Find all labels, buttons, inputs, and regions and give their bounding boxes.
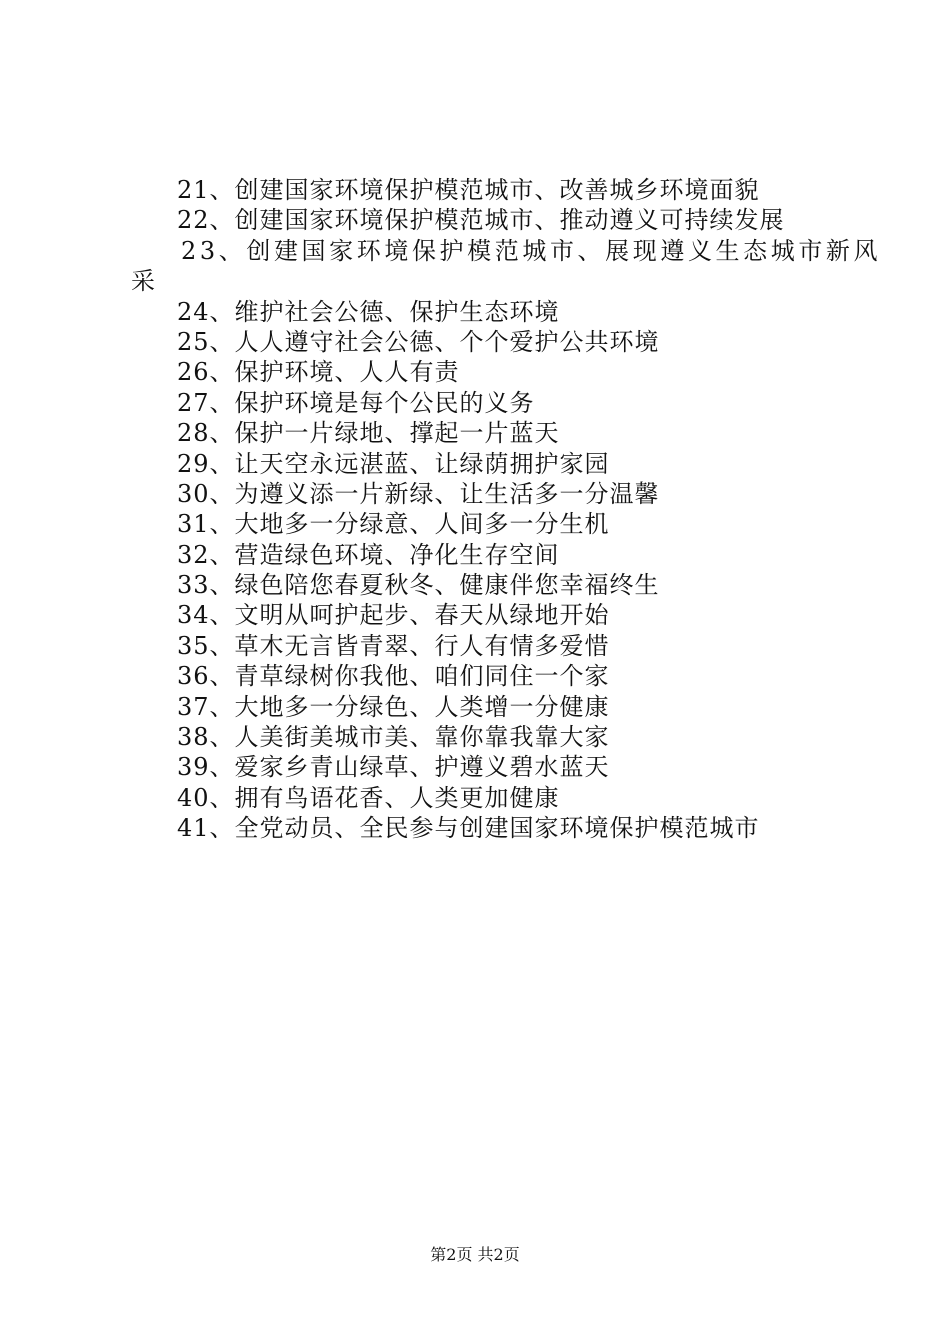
slogan-line-25: 25、人人遵守社会公德、个个爱护公共环境 [177, 327, 660, 356]
slogan-line-23: 23、创建国家环境保护模范城市、展现遵义生态城市新风 [181, 236, 882, 265]
slogan-line-41: 41、全党动员、全民参与创建国家环境保护模范城市 [177, 814, 760, 843]
slogan-line-29: 29、让天空永远湛蓝、让绿荫拥护家园 [177, 449, 610, 478]
slogan-line-28: 28、保护一片绿地、撑起一片蓝天 [177, 419, 560, 448]
slogan-line-36: 36、青草绿树你我他、咱们同住一个家 [177, 662, 610, 691]
slogan-line-33: 33、绿色陪您春夏秋冬、健康伴您幸福终生 [177, 571, 660, 600]
slogan-line-35: 35、草木无言皆青翠、行人有情多爱惜 [177, 631, 610, 660]
slogan-line-31: 31、大地多一分绿意、人间多一分生机 [177, 510, 610, 539]
slogan-line-32: 32、营造绿色环境、净化生存空间 [177, 540, 560, 569]
slogan-line-23-continued: 采 [131, 267, 156, 296]
slogan-line-26: 26、保护环境、人人有责 [177, 358, 460, 387]
slogan-line-39: 39、爱家乡青山绿草、护遵义碧水蓝天 [177, 753, 610, 782]
slogan-line-21: 21、创建国家环境保护模范城市、改善城乡环境面貌 [177, 176, 760, 204]
slogan-line-24: 24、维护社会公德、保护生态环境 [177, 297, 560, 326]
slogan-line-22: 22、创建国家环境保护模范城市、推动遵义可持续发展 [177, 206, 785, 235]
slogan-line-30: 30、为遵义添一片新绿、让生活多一分温馨 [177, 479, 660, 508]
slogan-line-38: 38、人美街美城市美、靠你靠我靠大家 [177, 723, 610, 752]
slogan-line-27: 27、保护环境是每个公民的义务 [177, 388, 535, 417]
slogan-line-40: 40、拥有鸟语花香、人类更加健康 [177, 783, 560, 812]
slogan-line-34: 34、文明从呵护起步、春天从绿地开始 [177, 601, 610, 630]
slogan-list [131, 175, 882, 844]
page-number-footer: 第2页 共2页 [430, 1245, 520, 1264]
slogan-line-37: 37、大地多一分绿色、人类增一分健康 [177, 692, 610, 721]
